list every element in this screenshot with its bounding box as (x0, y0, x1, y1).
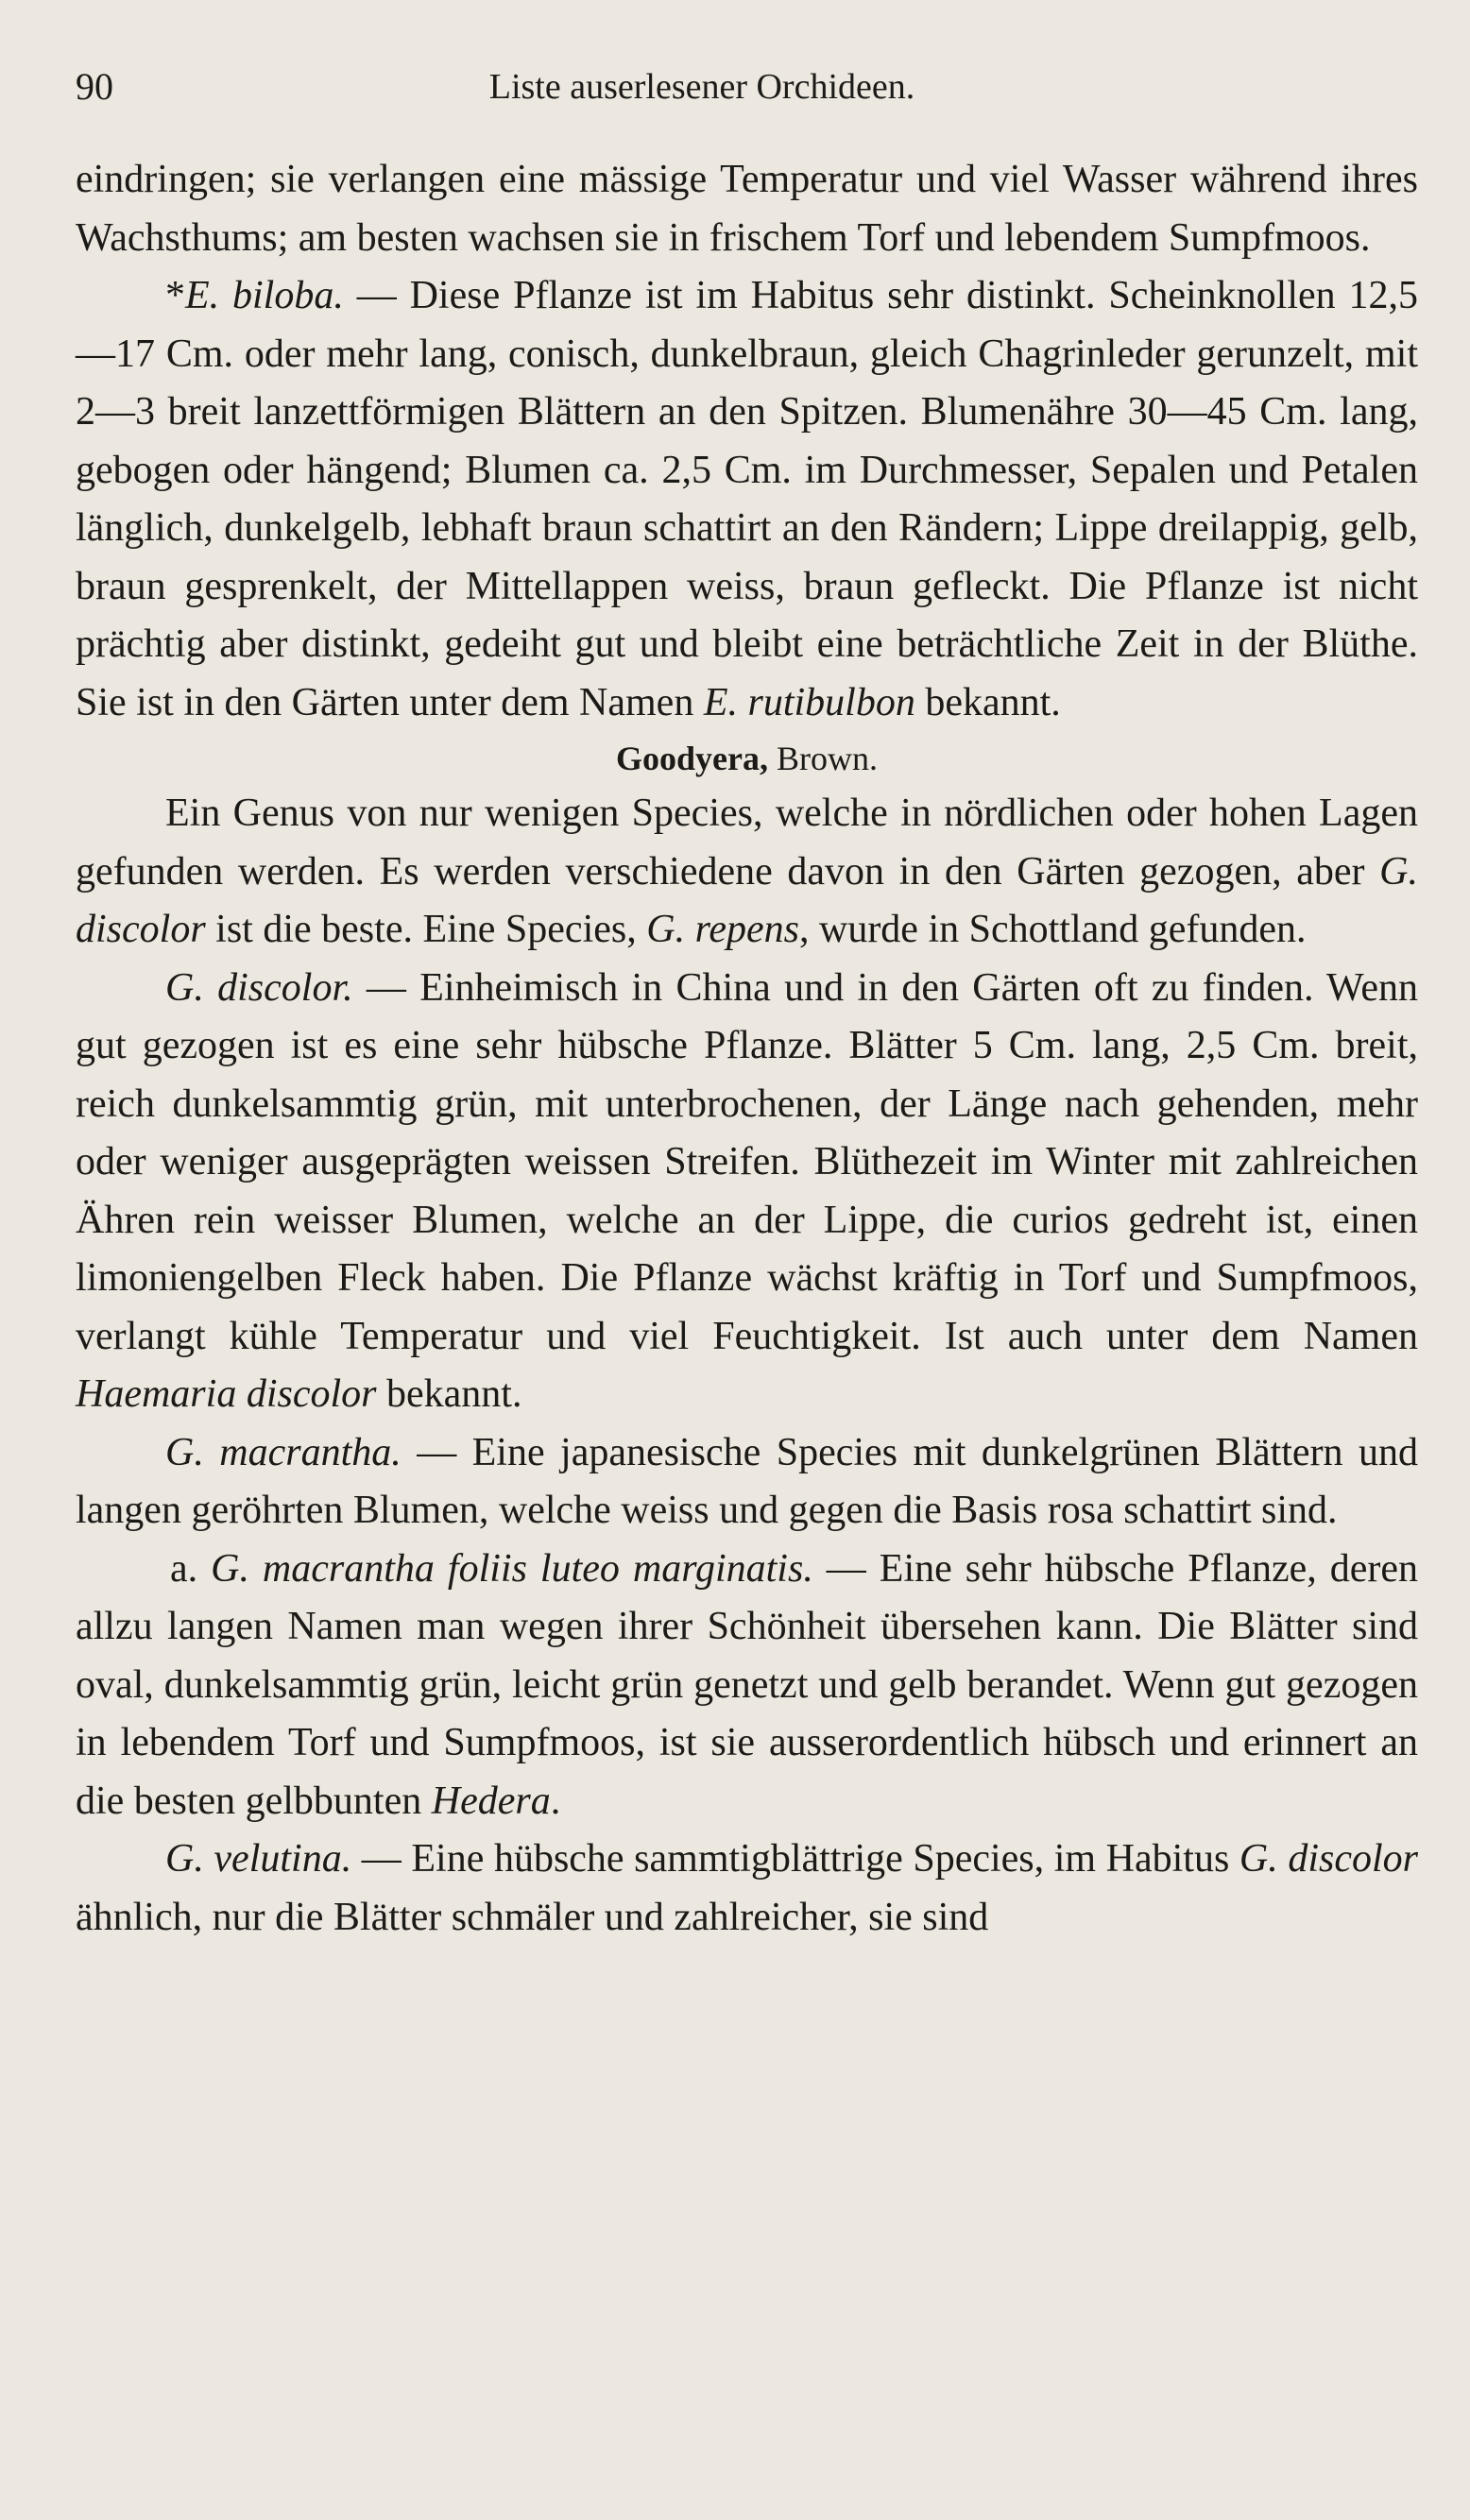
intro-text: , wurde in Schottland gefunden. (798, 908, 1307, 951)
entry-text-end: bekannt. (914, 680, 1061, 724)
entry-text: — Eine sehr hübsche Pflanze, deren allzu langen Namen man wegen ihrer Schönheit übersehen kann. Die Blätter sind oval, dunkelsammtig grün, leicht grün genetzt und gelb berandet. Wenn gut gezogen in lebendem Torf und Sumpfmoos, ist sie ausserordentlich hübsch und erinnert an die besten gelbbunten (76, 1546, 1418, 1823)
genus-intro (76, 785, 1418, 960)
species-name: G. macrantha foliis luteo marginatis. (211, 1546, 813, 1591)
entry-text: — Diese Pflanze ist im Habitus sehr distinkt. Scheinknollen 12,5—17 Cm. oder mehr lang, conisch, dunkelbraun, gleich Chagrinleder gerunzelt, mit 2—3 breit lanzettförmigen Blättern an den Spitzen. Blumenähre 30—45 Cm. lang, gebogen oder hängend; Blumen ca. 2,5 Cm. im Durchmesser, Sepalen und Petalen länglich, dunkelgelb, lebhaft braun schattirt an den Rändern; Lippe dreilappig, gelb, braun gesprenkelt, der Mittellappen weiss, braun gefleckt. Die Pflanze ist nicht prächtig aber distinkt, gedeiht gut und bleibt eine beträchtliche Zeit in der Blüthe. Sie ist in den Gärten unter dem Namen (76, 274, 1418, 724)
entry-e-biloba (76, 267, 1418, 732)
entry-g-macrantha (76, 1424, 1418, 1541)
genus-ref: Hedera (431, 1779, 551, 1823)
species-ref: G. repens (646, 908, 799, 951)
continued-paragraph: eindringen; sie verlangen eine mässige Temperatur und viel Wasser während ihres Wachsthums; am besten wachsen sie in frischem Torf und lebendem Sumpfmoos. (76, 158, 1418, 260)
asterisk-marker: * (165, 274, 185, 317)
entry-text-end: ähnlich, nur die Blätter schmäler und zahlreicher, sie sind (76, 1895, 989, 1939)
species-name: E. biloba. (185, 274, 344, 317)
page-number: 90 (76, 65, 113, 108)
entry-text: — Eine japanesische Species mit dunkelgrünen Blättern und langen geröhrten Blumen, welche weiss und gegen die Basis rosa schattirt sind. (76, 1430, 1418, 1532)
page-header (76, 59, 1404, 115)
intro-text: ist die beste. Eine Species, (205, 908, 647, 951)
genus-author: Brown. (767, 740, 878, 777)
synonym-name: Haemaria discolor (76, 1372, 377, 1416)
entry-text: — Eine hübsche sammtigblättrige Species, im Habitus (351, 1837, 1239, 1881)
entry-text: — Einheimisch in China und in den Gärten oft zu finden. Wenn gut gezogen ist es eine sehr hübsche Pflanze. Blätter 5 Cm. lang, 2,5 Cm. breit, reich dunkelsammtig grün, mit unterbrochenen, der Länge nach gehenden, mehr oder weniger ausgeprägten weissen Streifen. Blüthezeit im Winter mit zahlreichen Ähren rein weisser Blumen, welche an der Lippe, die curios gedreht ist, einen limoniengelben Fleck haben. Die Pflanze wächst kräftig in Torf und Sumpfmoos, verlangt kühle Temperatur und viel Feuchtigkeit. Ist auch unter dem Namen (76, 965, 1418, 1358)
species-name: G. macrantha. (165, 1430, 402, 1474)
entry-g-macrantha-variety (76, 1541, 1418, 1831)
species-ref: G. discolor (1239, 1837, 1419, 1881)
variety-label: a. (170, 1546, 212, 1591)
species-name: G. velutina. (165, 1837, 352, 1881)
intro-text: Ein Genus von nur wenigen Species, welche in nördlichen oder hohen Lagen gefunden werden. Es werden verschiedene davon in den Gärten gezogen, aber (76, 792, 1418, 894)
genus-name: Goodyera, (616, 740, 768, 777)
entry-g-discolor (76, 960, 1418, 1424)
entry-text-end: bekannt. (376, 1372, 522, 1416)
species-ref: G. discolor (76, 849, 1418, 951)
page-body (76, 151, 1418, 1947)
running-title: Liste auserlesener Orchideen. (488, 67, 915, 107)
entry-text-end: . (550, 1779, 561, 1823)
entry-g-velutina (76, 1830, 1418, 1947)
genus-heading (76, 732, 1418, 785)
species-name: G. discolor. (165, 965, 353, 1010)
synonym-name: E. rutibulbon (703, 680, 915, 724)
